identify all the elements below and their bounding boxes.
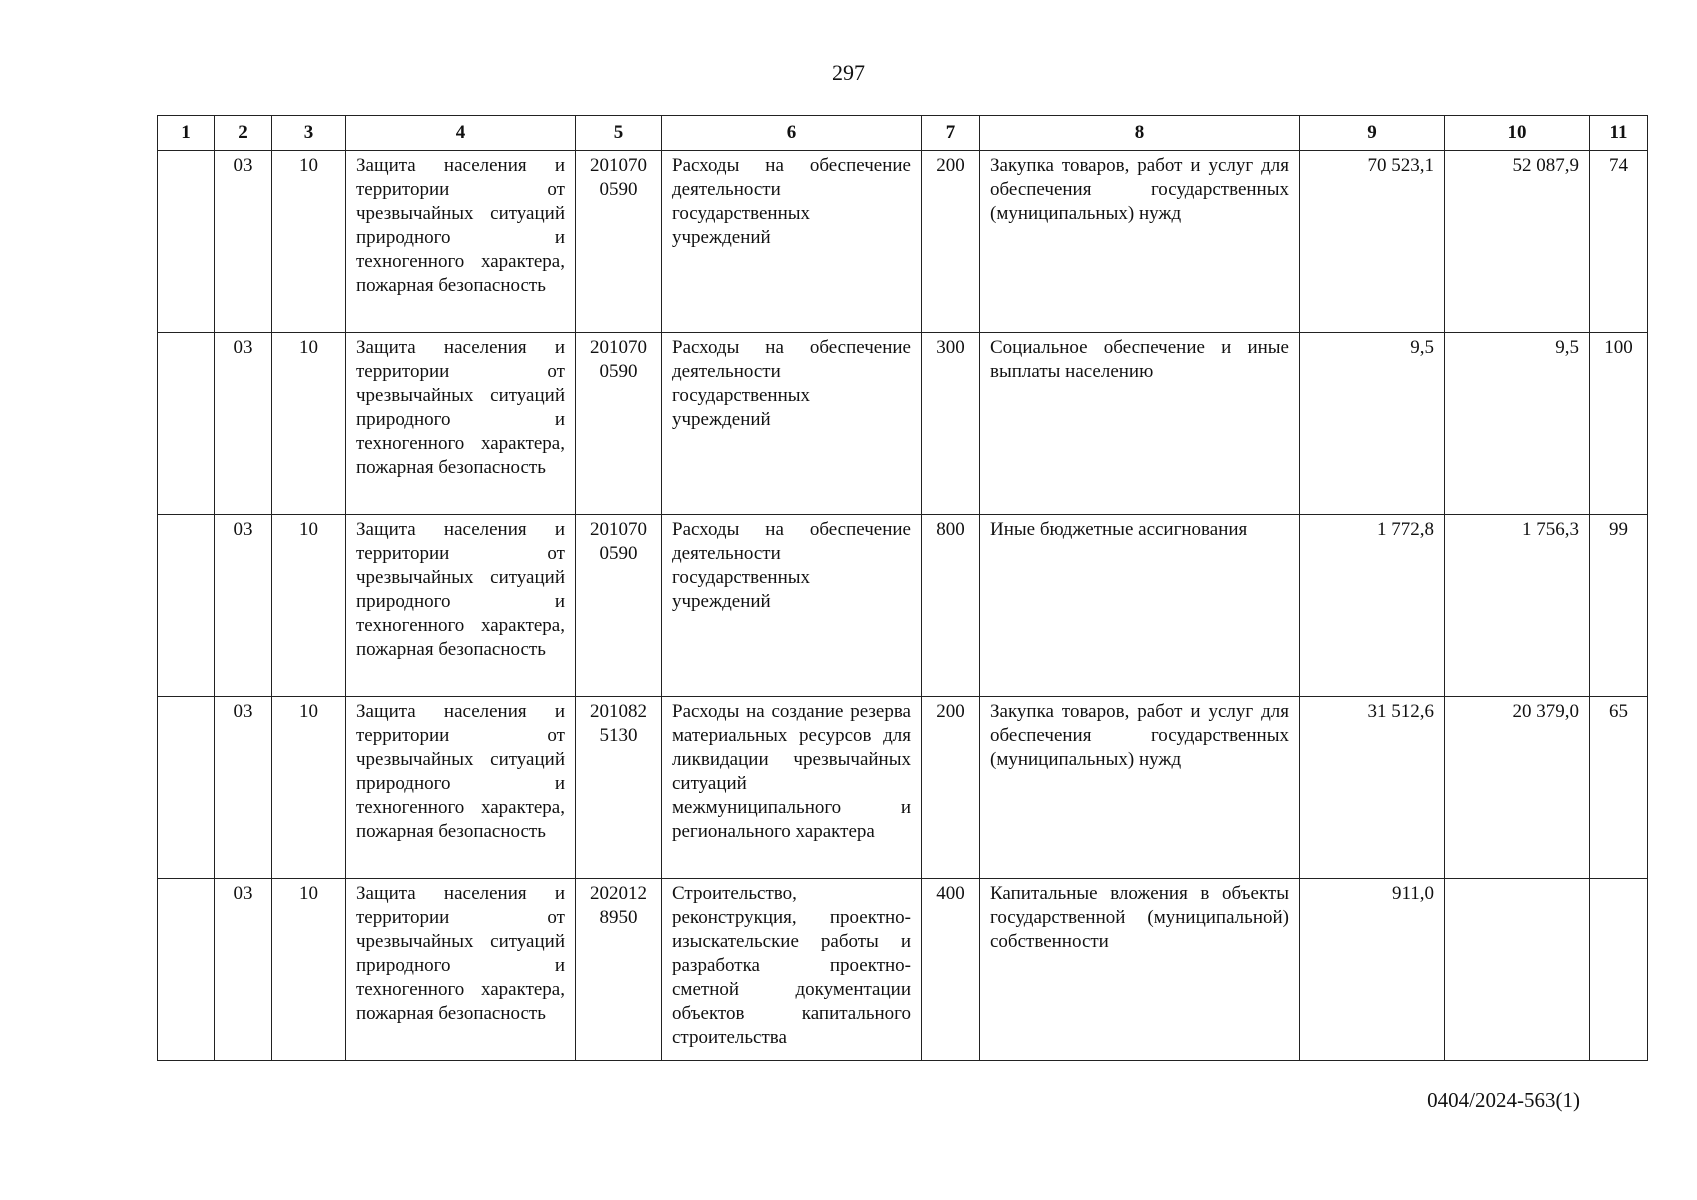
cell-percent: 65 xyxy=(1590,697,1648,879)
column-header: 6 xyxy=(662,116,922,151)
column-header: 7 xyxy=(922,116,980,151)
table-row xyxy=(158,515,1648,697)
cell-target-name: Строительство, реконструкция, проектно-изыскательские работы и разработка проектно-сметной документации объектов капитального строительства xyxy=(662,879,922,1061)
cell-c1 xyxy=(158,515,215,697)
cell-c1 xyxy=(158,151,215,333)
cell-target-name: Расходы на обеспечение деятельности государственных учреждений xyxy=(662,333,922,515)
cell-subsection-name: Защита населения и территории от чрезвычайных ситуаций природного и техногенного характера, пожарная безопасность xyxy=(346,515,576,697)
cell-percent xyxy=(1590,879,1648,1061)
column-header: 4 xyxy=(346,116,576,151)
cell-actual xyxy=(1445,879,1590,1061)
budget-table xyxy=(157,115,1648,1061)
cell-subsection: 10 xyxy=(272,879,346,1061)
cell-plan: 70 523,1 xyxy=(1300,151,1445,333)
column-header: 3 xyxy=(272,116,346,151)
cell-subsection: 10 xyxy=(272,697,346,879)
cell-expense-code: 200 xyxy=(922,151,980,333)
table-row xyxy=(158,333,1648,515)
cell-subsection-name: Защита населения и территории от чрезвычайных ситуаций природного и техногенного характера, пожарная безопасность xyxy=(346,697,576,879)
cell-subsection-name: Защита населения и территории от чрезвычайных ситуаций природного и техногенного характера, пожарная безопасность xyxy=(346,151,576,333)
column-header: 9 xyxy=(1300,116,1445,151)
cell-c1 xyxy=(158,697,215,879)
cell-plan: 31 512,6 xyxy=(1300,697,1445,879)
cell-subsection: 10 xyxy=(272,333,346,515)
table-row xyxy=(158,151,1648,333)
cell-actual: 52 087,9 xyxy=(1445,151,1590,333)
cell-section: 03 xyxy=(215,151,272,333)
cell-expense-name: Капитальные вложения в объекты государственной (муниципальной) собственности xyxy=(980,879,1300,1061)
cell-expense-name: Закупка товаров, работ и услуг для обеспечения государственных (муниципальных) нужд xyxy=(980,697,1300,879)
cell-section: 03 xyxy=(215,333,272,515)
cell-expense-code: 300 xyxy=(922,333,980,515)
column-header: 11 xyxy=(1590,116,1648,151)
cell-subsection-name: Защита населения и территории от чрезвычайных ситуаций природного и техногенного характера, пожарная безопасность xyxy=(346,333,576,515)
cell-section: 03 xyxy=(215,879,272,1061)
document-id: 0404/2024-563(1) xyxy=(1427,1088,1580,1112)
cell-expense-name: Закупка товаров, работ и услуг для обеспечения государственных (муниципальных) нужд xyxy=(980,151,1300,333)
cell-plan: 9,5 xyxy=(1300,333,1445,515)
cell-expense-code: 200 xyxy=(922,697,980,879)
cell-expense-name: Иные бюджетные ассигнования xyxy=(980,515,1300,697)
header-row xyxy=(158,116,1648,151)
cell-actual: 20 379,0 xyxy=(1445,697,1590,879)
cell-plan: 911,0 xyxy=(1300,879,1445,1061)
cell-subsection: 10 xyxy=(272,151,346,333)
cell-expense-code: 400 xyxy=(922,879,980,1061)
table-row xyxy=(158,879,1648,1061)
page-number: 297 xyxy=(832,60,865,85)
column-header: 1 xyxy=(158,116,215,151)
column-header: 2 xyxy=(215,116,272,151)
cell-percent: 100 xyxy=(1590,333,1648,515)
column-header: 10 xyxy=(1445,116,1590,151)
cell-section: 03 xyxy=(215,697,272,879)
table-row xyxy=(158,697,1648,879)
cell-plan: 1 772,8 xyxy=(1300,515,1445,697)
cell-target-name: Расходы на обеспечение деятельности государственных учреждений xyxy=(662,515,922,697)
cell-target-code: 201070 0590 xyxy=(576,515,662,697)
cell-actual: 1 756,3 xyxy=(1445,515,1590,697)
cell-target-code: 201070 0590 xyxy=(576,151,662,333)
cell-section: 03 xyxy=(215,515,272,697)
cell-expense-name: Социальное обеспечение и иные выплаты населению xyxy=(980,333,1300,515)
cell-target-code: 202012 8950 xyxy=(576,879,662,1061)
cell-target-code: 201082 5130 xyxy=(576,697,662,879)
cell-target-name: Расходы на обеспечение деятельности государственных учреждений xyxy=(662,151,922,333)
column-header: 5 xyxy=(576,116,662,151)
cell-expense-code: 800 xyxy=(922,515,980,697)
cell-target-name: Расходы на создание резерва материальных ресурсов для ликвидации чрезвычайных ситуаций межмуниципального и регионального характера xyxy=(662,697,922,879)
cell-percent: 74 xyxy=(1590,151,1648,333)
cell-target-code: 201070 0590 xyxy=(576,333,662,515)
cell-actual: 9,5 xyxy=(1445,333,1590,515)
column-header: 8 xyxy=(980,116,1300,151)
cell-c1 xyxy=(158,879,215,1061)
cell-c1 xyxy=(158,333,215,515)
cell-subsection: 10 xyxy=(272,515,346,697)
cell-subsection-name: Защита населения и территории от чрезвычайных ситуаций природного и техногенного характера, пожарная безопасность xyxy=(346,879,576,1061)
cell-percent: 99 xyxy=(1590,515,1648,697)
